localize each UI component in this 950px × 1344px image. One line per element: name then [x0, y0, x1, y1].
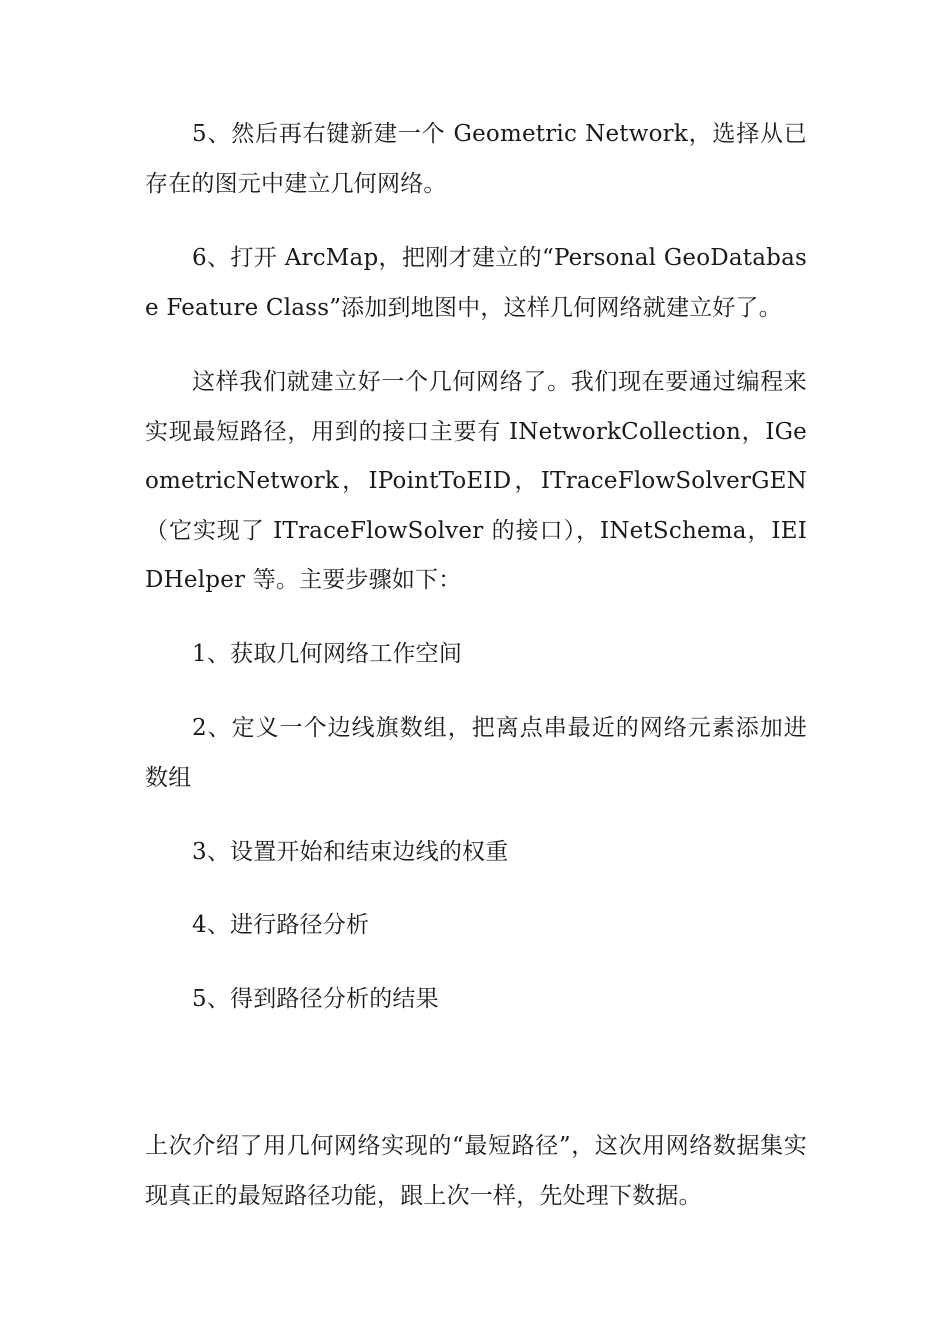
- paragraph-interfaces-intro: 这样我们就建立好一个几何网络了。我们现在要通过编程来实现最短路径，用到的接口主要有 INetworkCollection，IGeometricNetwork，IPointToEID，ITraceFlowSolverGEN（它实现了 ITraceFlowSolver 的接口），INetSchema，IEIDHelper 等。主要步骤如下：: [145, 369, 807, 593]
- paragraph-step-1: 1、获取几何网络工作空间: [192, 641, 463, 667]
- paragraph-step-6-open-arcmap: 6、打开 ArcMap，把刚才建立的“Personal GeoDatabase Feature Class”添加到地图中，这样几何网络就建立好了。: [145, 245, 807, 321]
- paragraph-network-dataset-intro: 上次介绍了用几何网络实现的“最短路径”，这次用网络数据集实现真正的最短路径功能，跟上次一样，先处理下数据。: [145, 1133, 807, 1209]
- paragraph-step-3: 3、设置开始和结束边线的权重: [192, 839, 509, 865]
- paragraph-step-5-create-network: 5、然后再右键新建一个 Geometric Network，选择从已存在的图元中建立几何网络。: [145, 121, 807, 197]
- paragraph-step-2: 2、定义一个边线旗数组，把离点串最近的网络元素添加进数组: [145, 715, 807, 791]
- paragraph-step-5-result: 5、得到路径分析的结果: [192, 986, 439, 1012]
- paragraph-step-4: 4、进行路径分析: [192, 912, 370, 938]
